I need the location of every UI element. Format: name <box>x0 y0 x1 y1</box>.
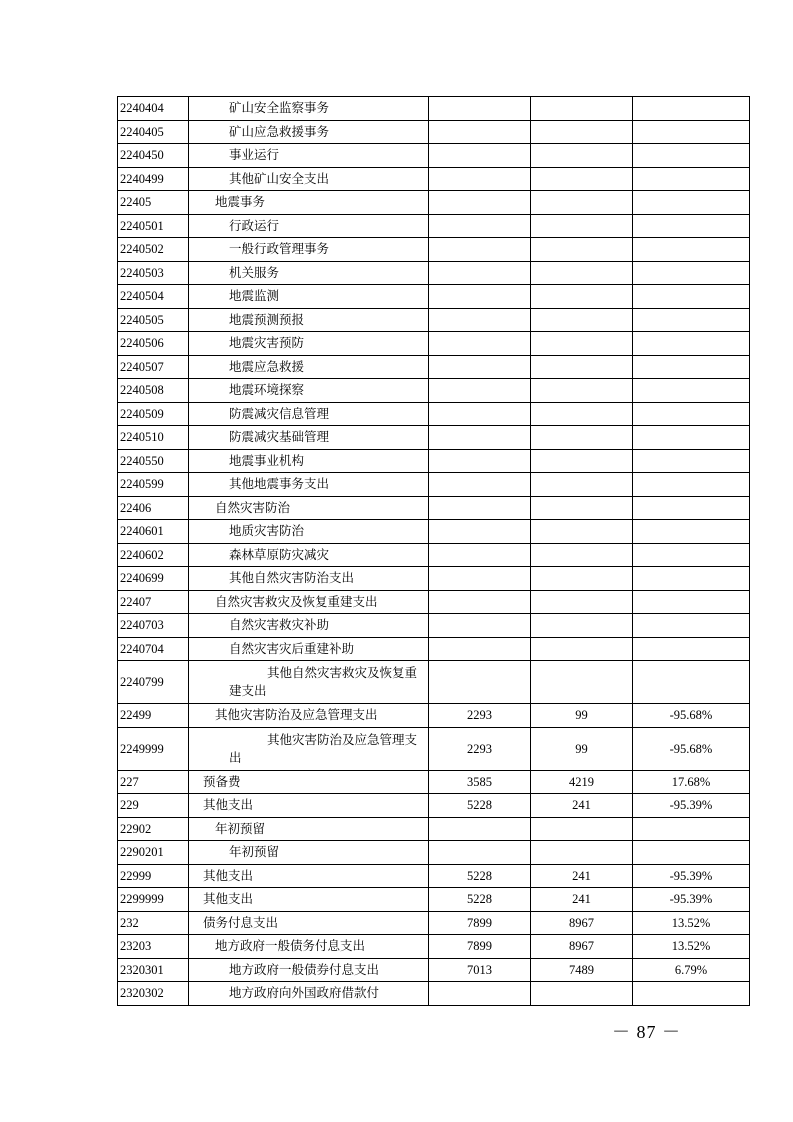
row-curr-value: 7489 <box>531 958 633 982</box>
row-name: 防震减灾基础管理 <box>189 426 429 450</box>
row-prev-value: 5228 <box>429 864 531 888</box>
table-row <box>118 261 750 285</box>
table-row <box>118 167 750 191</box>
row-name: 事业运行 <box>189 144 429 168</box>
row-code: 22902 <box>118 817 189 841</box>
table-row <box>118 567 750 591</box>
row-change-pct <box>633 543 750 567</box>
row-prev-value <box>429 120 531 144</box>
row-curr-value: 99 <box>531 704 633 728</box>
row-code: 2240503 <box>118 261 189 285</box>
row-code: 2240703 <box>118 614 189 638</box>
row-change-pct <box>633 449 750 473</box>
row-code: 2240550 <box>118 449 189 473</box>
row-curr-value <box>531 120 633 144</box>
row-name: 自然灾害救灾补助 <box>189 614 429 638</box>
row-name: 地震预测预报 <box>189 308 429 332</box>
table-row <box>118 817 750 841</box>
table-row <box>118 120 750 144</box>
row-curr-value <box>531 661 633 704</box>
row-change-pct <box>633 496 750 520</box>
row-prev-value <box>429 520 531 544</box>
row-code: 2240502 <box>118 238 189 262</box>
table-row <box>118 191 750 215</box>
row-prev-value <box>429 144 531 168</box>
table-row <box>118 449 750 473</box>
row-name: 自然灾害灾后重建补助 <box>189 637 429 661</box>
row-curr-value: 8967 <box>531 911 633 935</box>
table-row <box>118 308 750 332</box>
row-change-pct <box>633 637 750 661</box>
row-change-pct <box>633 167 750 191</box>
row-prev-value: 2293 <box>429 704 531 728</box>
row-prev-value: 5228 <box>429 794 531 818</box>
row-curr-value <box>531 841 633 865</box>
row-change-pct <box>633 982 750 1006</box>
row-curr-value <box>531 817 633 841</box>
row-change-pct <box>633 426 750 450</box>
row-prev-value: 3585 <box>429 770 531 794</box>
row-change-pct <box>633 841 750 865</box>
row-code: 2240499 <box>118 167 189 191</box>
row-curr-value <box>531 144 633 168</box>
row-change-pct: 13.52% <box>633 935 750 959</box>
row-name: 行政运行 <box>189 214 429 238</box>
row-change-pct: -95.39% <box>633 864 750 888</box>
row-name: 其他自然灾害防治支出 <box>189 567 429 591</box>
row-change-pct <box>633 567 750 591</box>
row-change-pct: -95.39% <box>633 794 750 818</box>
row-curr-value <box>531 520 633 544</box>
row-prev-value <box>429 567 531 591</box>
table-row <box>118 144 750 168</box>
table-row <box>118 911 750 935</box>
row-change-pct <box>633 120 750 144</box>
table-row <box>118 97 750 121</box>
row-name: 机关服务 <box>189 261 429 285</box>
table-row <box>118 614 750 638</box>
row-name: 地震环境探察 <box>189 379 429 403</box>
row-prev-value <box>429 238 531 262</box>
row-code: 2299999 <box>118 888 189 912</box>
row-code: 22499 <box>118 704 189 728</box>
row-change-pct <box>633 614 750 638</box>
row-curr-value: 241 <box>531 864 633 888</box>
row-curr-value <box>531 402 633 426</box>
row-code: 2240507 <box>118 355 189 379</box>
row-name: 矿山安全监察事务 <box>189 97 429 121</box>
row-prev-value <box>429 426 531 450</box>
row-code: 2240599 <box>118 473 189 497</box>
table-row <box>118 888 750 912</box>
row-change-pct <box>633 214 750 238</box>
table-row <box>118 285 750 309</box>
table-body <box>118 97 750 1006</box>
row-change-pct: -95.68% <box>633 704 750 728</box>
row-code: 22999 <box>118 864 189 888</box>
row-name: 防震减灾信息管理 <box>189 402 429 426</box>
row-prev-value <box>429 614 531 638</box>
row-curr-value <box>531 637 633 661</box>
row-curr-value: 4219 <box>531 770 633 794</box>
row-curr-value <box>531 567 633 591</box>
table-row <box>118 704 750 728</box>
row-name: 地震事务 <box>189 191 429 215</box>
row-code: 2249999 <box>118 727 189 770</box>
table-row <box>118 661 750 704</box>
row-name: 年初预留 <box>189 817 429 841</box>
row-name: 预备费 <box>189 770 429 794</box>
row-prev-value <box>429 379 531 403</box>
table-row <box>118 355 750 379</box>
row-curr-value <box>531 191 633 215</box>
row-change-pct: 6.79% <box>633 958 750 982</box>
row-prev-value: 7899 <box>429 911 531 935</box>
table-row <box>118 426 750 450</box>
row-prev-value <box>429 355 531 379</box>
table-row <box>118 496 750 520</box>
table-row <box>118 864 750 888</box>
row-change-pct <box>633 308 750 332</box>
row-name: 债务付息支出 <box>189 911 429 935</box>
row-prev-value <box>429 473 531 497</box>
row-prev-value <box>429 191 531 215</box>
row-name: 矿山应急救援事务 <box>189 120 429 144</box>
row-prev-value <box>429 332 531 356</box>
row-curr-value <box>531 543 633 567</box>
row-code: 2240704 <box>118 637 189 661</box>
row-name: 地震灾害预防 <box>189 332 429 356</box>
row-name: 其他灾害防治及应急管理支出 <box>189 727 429 770</box>
row-prev-value <box>429 308 531 332</box>
table-row <box>118 238 750 262</box>
row-name: 其他灾害防治及应急管理支出 <box>189 704 429 728</box>
row-curr-value <box>531 982 633 1006</box>
row-change-pct: 13.52% <box>633 911 750 935</box>
row-prev-value <box>429 97 531 121</box>
row-curr-value <box>531 97 633 121</box>
table-row <box>118 473 750 497</box>
row-prev-value <box>429 637 531 661</box>
row-name: 一般行政管理事务 <box>189 238 429 262</box>
row-prev-value: 5228 <box>429 888 531 912</box>
row-change-pct: 17.68% <box>633 770 750 794</box>
page-number: － 87 － <box>612 1022 681 1042</box>
budget-table <box>117 96 750 1006</box>
row-name: 地质灾害防治 <box>189 520 429 544</box>
row-code: 23203 <box>118 935 189 959</box>
row-name: 其他支出 <box>189 888 429 912</box>
table-row <box>118 841 750 865</box>
row-name: 其他自然灾害救灾及恢复重建支出 <box>189 661 429 704</box>
row-curr-value <box>531 167 633 191</box>
row-name: 其他支出 <box>189 864 429 888</box>
row-prev-value <box>429 261 531 285</box>
row-code: 2240505 <box>118 308 189 332</box>
row-change-pct <box>633 590 750 614</box>
row-change-pct <box>633 473 750 497</box>
row-change-pct <box>633 379 750 403</box>
row-curr-value <box>531 308 633 332</box>
row-name: 地方政府一般债务付息支出 <box>189 935 429 959</box>
row-code: 22406 <box>118 496 189 520</box>
row-code: 2240450 <box>118 144 189 168</box>
row-code: 229 <box>118 794 189 818</box>
row-curr-value <box>531 496 633 520</box>
row-curr-value <box>531 214 633 238</box>
row-change-pct: -95.39% <box>633 888 750 912</box>
table-row <box>118 590 750 614</box>
row-curr-value <box>531 379 633 403</box>
row-change-pct <box>633 355 750 379</box>
row-curr-value: 99 <box>531 727 633 770</box>
row-change-pct <box>633 238 750 262</box>
row-code: 2240506 <box>118 332 189 356</box>
row-prev-value <box>429 214 531 238</box>
row-change-pct <box>633 520 750 544</box>
table-row <box>118 379 750 403</box>
row-code: 2240405 <box>118 120 189 144</box>
row-prev-value <box>429 285 531 309</box>
row-prev-value <box>429 841 531 865</box>
row-code: 2240404 <box>118 97 189 121</box>
row-curr-value <box>531 285 633 309</box>
row-prev-value <box>429 402 531 426</box>
row-change-pct <box>633 191 750 215</box>
row-name: 自然灾害防治 <box>189 496 429 520</box>
row-name: 年初预留 <box>189 841 429 865</box>
row-change-pct <box>633 285 750 309</box>
row-prev-value <box>429 496 531 520</box>
row-name: 地方政府向外国政府借款付 <box>189 982 429 1006</box>
row-change-pct <box>633 332 750 356</box>
row-code: 232 <box>118 911 189 935</box>
row-curr-value: 8967 <box>531 935 633 959</box>
table-row <box>118 935 750 959</box>
table-row <box>118 770 750 794</box>
row-prev-value: 7899 <box>429 935 531 959</box>
row-name: 森林草原防灾减灾 <box>189 543 429 567</box>
row-code: 2240602 <box>118 543 189 567</box>
row-prev-value <box>429 449 531 473</box>
table-row <box>118 958 750 982</box>
row-prev-value <box>429 982 531 1006</box>
row-change-pct <box>633 817 750 841</box>
row-code: 2290201 <box>118 841 189 865</box>
row-code: 2240508 <box>118 379 189 403</box>
row-curr-value <box>531 238 633 262</box>
row-code: 2320301 <box>118 958 189 982</box>
row-code: 2240510 <box>118 426 189 450</box>
table-row <box>118 332 750 356</box>
row-change-pct <box>633 261 750 285</box>
row-prev-value <box>429 661 531 704</box>
row-code: 22407 <box>118 590 189 614</box>
row-name: 地震应急救援 <box>189 355 429 379</box>
row-prev-value: 7013 <box>429 958 531 982</box>
row-prev-value: 2293 <box>429 727 531 770</box>
row-curr-value: 241 <box>531 794 633 818</box>
row-curr-value <box>531 426 633 450</box>
row-code: 2240699 <box>118 567 189 591</box>
row-code: 227 <box>118 770 189 794</box>
table-row <box>118 982 750 1006</box>
row-curr-value <box>531 473 633 497</box>
row-code: 2240509 <box>118 402 189 426</box>
row-change-pct <box>633 144 750 168</box>
row-name: 地方政府一般债券付息支出 <box>189 958 429 982</box>
table-row <box>118 543 750 567</box>
row-name: 其他矿山安全支出 <box>189 167 429 191</box>
row-name: 其他地震事务支出 <box>189 473 429 497</box>
row-curr-value <box>531 261 633 285</box>
row-curr-value <box>531 449 633 473</box>
row-name: 其他支出 <box>189 794 429 818</box>
row-change-pct <box>633 97 750 121</box>
row-change-pct: -95.68% <box>633 727 750 770</box>
row-prev-value <box>429 817 531 841</box>
row-curr-value <box>531 332 633 356</box>
table-row <box>118 402 750 426</box>
row-curr-value <box>531 614 633 638</box>
row-code: 2240504 <box>118 285 189 309</box>
table-row <box>118 214 750 238</box>
row-code: 2320302 <box>118 982 189 1006</box>
row-curr-value: 241 <box>531 888 633 912</box>
row-change-pct <box>633 402 750 426</box>
row-name: 地震监测 <box>189 285 429 309</box>
row-curr-value <box>531 590 633 614</box>
table-row <box>118 727 750 770</box>
table-row <box>118 520 750 544</box>
row-code: 2240799 <box>118 661 189 704</box>
row-name: 地震事业机构 <box>189 449 429 473</box>
row-curr-value <box>531 355 633 379</box>
row-prev-value <box>429 590 531 614</box>
table-row <box>118 794 750 818</box>
row-prev-value <box>429 167 531 191</box>
row-change-pct <box>633 661 750 704</box>
table-row <box>118 637 750 661</box>
row-code: 2240601 <box>118 520 189 544</box>
row-code: 22405 <box>118 191 189 215</box>
row-prev-value <box>429 543 531 567</box>
row-code: 2240501 <box>118 214 189 238</box>
row-name: 自然灾害救灾及恢复重建支出 <box>189 590 429 614</box>
